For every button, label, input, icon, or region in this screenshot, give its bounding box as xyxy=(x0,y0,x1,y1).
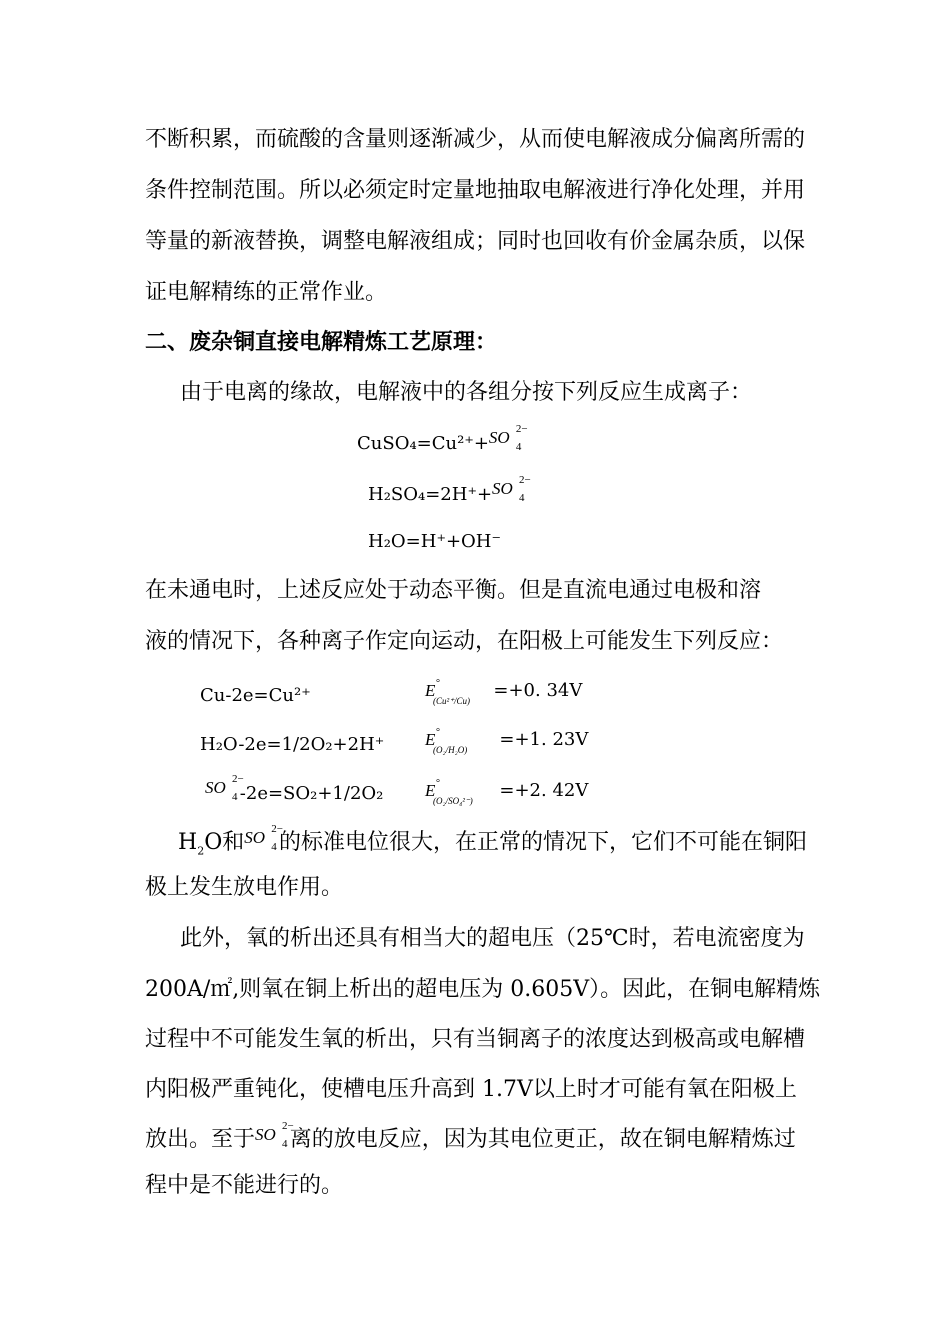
reaction-text: CuSO₄=Cu²⁺+ xyxy=(357,433,489,454)
sulfate-ion: SO 2− 4 xyxy=(244,823,283,853)
text-line: 此外，氧的析出还具有相当大的超电压（25℃时，若电流密度为 xyxy=(180,926,805,951)
anode-reaction-1: Cu-2e=Cu²⁺ xyxy=(200,685,311,706)
text-line: 条件控制范围。所以必须定时定量地抽取电解液进行净化处理，并用 xyxy=(145,178,806,203)
text-line: 液的情况下，各种离子作定向运动，在阳极上可能发生下列反应： xyxy=(145,629,784,654)
potential-2 xyxy=(425,727,589,755)
text-line: 程中是不能进行的。 xyxy=(145,1173,344,1198)
text-line: 等量的新液替换，调整电解液组成；同时也回收有价金属杂质，以保 xyxy=(145,229,806,254)
potential-value: =+0. 34V xyxy=(493,680,583,701)
sulfate-ion: SO 2− 4 xyxy=(255,1120,294,1150)
text-line: 内阳极严重钝化，使槽电压升高到 1.7V以上时才可能有氧在阳极上 xyxy=(145,1077,797,1102)
reaction-text: H₂SO₄=2H⁺+ xyxy=(368,484,493,505)
sulfate-ion: SO 2− 4 xyxy=(205,773,244,803)
potential-value: =+2. 42V xyxy=(499,780,589,801)
potential-symbol: E ° (O₂/SO₄²⁻) xyxy=(425,778,473,806)
text-line: 200A/㎡,则氧在铜上析出的超电压为 0.605V）。因此，在铜电解精炼 xyxy=(145,977,821,1002)
ion-reaction-2 xyxy=(368,474,531,507)
text-line: $H_2O$和SO 2− 4 的标准电位很大，在正常的情况下，它们不可能在铜阳 xyxy=(178,823,808,858)
ion-reaction-1 xyxy=(357,423,528,456)
text-line: 证电解精练的正常作业。 xyxy=(145,280,388,305)
text-line: 极上发生放电作用。 xyxy=(145,875,344,900)
anode-reaction-3 xyxy=(205,773,384,806)
text-line: 由于电离的缘故，电解液中的各组分按下列反应生成离子： xyxy=(180,380,753,405)
potential-3 xyxy=(425,778,589,806)
potential-symbol: E ° (Cu²⁺/Cu) xyxy=(425,678,470,706)
text-line: 在未通电时，上述反应处于动态平衡。但是直流电通过电极和溶 xyxy=(145,578,762,603)
potential-symbol: E ° (O₂/H₂O) xyxy=(425,727,468,755)
text-line: 放出。至于SO 2− 4 离的放电反应，因为其电位更正，故在铜电解精炼过 xyxy=(145,1120,796,1152)
sulfate-ion: SO 2− 4 xyxy=(488,423,528,453)
anode-reaction-2: H₂O-2e=1/2O₂+2H⁺ xyxy=(200,734,385,755)
ion-reaction-3: H₂O=H⁺+OH⁻ xyxy=(368,531,501,552)
text-line: 不断积累，而硫酸的含量则逐渐减少，从而使电解液成分偏离所需的 xyxy=(145,127,806,152)
text-line: 过程中不可能发生氧的析出，只有当铜离子的浓度达到极高或电解槽 xyxy=(145,1027,806,1052)
potential-1 xyxy=(425,678,583,706)
section-heading: 二、废杂铜直接电解精炼工艺原理： xyxy=(145,329,498,355)
potential-value: =+1. 23V xyxy=(499,729,589,750)
sulfate-ion: SO 2− 4 xyxy=(492,474,531,504)
reaction-text: -2e=SO₂+1/2O₂ xyxy=(239,783,384,804)
